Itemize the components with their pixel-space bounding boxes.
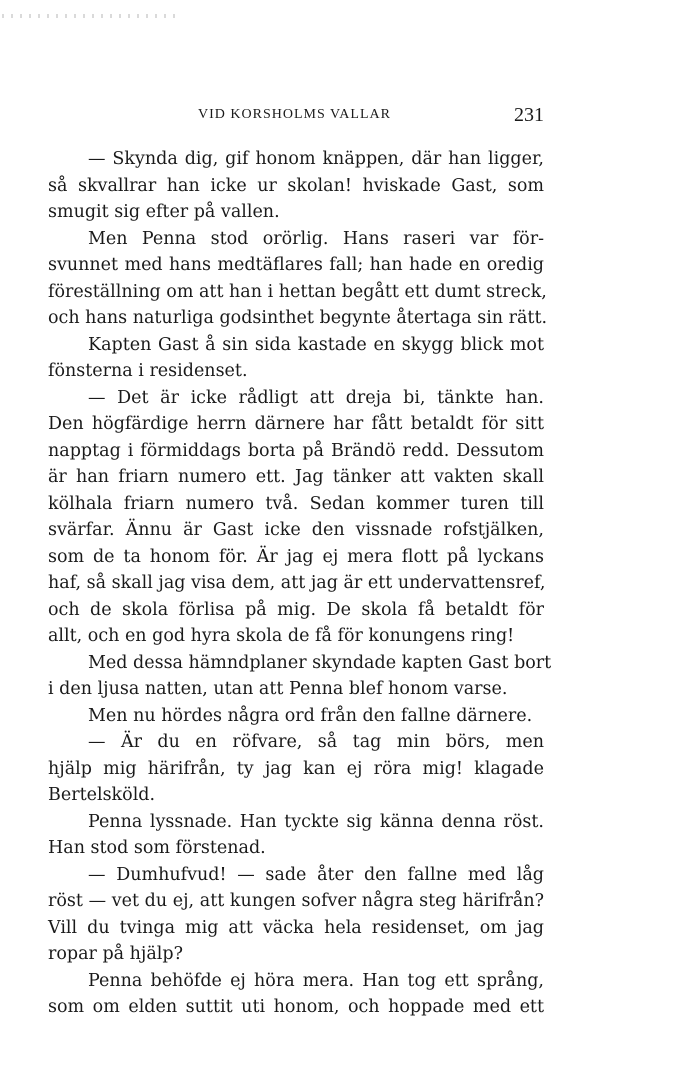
text-line: och de skola förlisa på mig. De skola få betaldt för: [48, 599, 544, 620]
text-line: fönsterna i residenset.: [48, 361, 248, 381]
text-line: hjälp mig härifrån, ty jag kan ej röra mig! klagade: [48, 758, 544, 779]
text-line: ropar på hjälp?: [48, 944, 183, 964]
text-line: röst — vet du ej, att kungen sofver några steg härifrån?: [48, 891, 544, 911]
text-line: allt, och en god hyra skola de få för konungens ring!: [48, 626, 515, 646]
scan-artifact: [2, 14, 182, 18]
text-line: — Det är icke rådligt att dreja bi, tänkte han.: [88, 387, 544, 408]
text-line: — Är du en röfvare, så tag min börs, men: [88, 732, 544, 752]
text-line: Kapten Gast å sin sida kastade en skygg blick mot: [88, 334, 544, 355]
text-line: föreställning om att han i hettan begått ett dumt streck,: [48, 281, 547, 302]
body-text: [48, 146, 552, 1021]
text-line: Den högfärdige herrn därnere har fått betaldt för sitt: [48, 414, 544, 434]
text-line: smugit sig efter på vallen.: [48, 202, 280, 222]
text-line: som om elden suttit uti honom, och hoppade med ett: [48, 997, 544, 1017]
text-line: Med dessa hämndplaner skyndade kapten Gast bort: [88, 652, 552, 673]
text-line: i den ljusa natten, utan att Penna blef honom varse.: [48, 679, 508, 699]
text-line: svärfar. Ännu är Gast icke den vissnade rofstjälken,: [48, 520, 544, 540]
running-header: [48, 104, 544, 130]
text-line: och hans naturliga godsinthet begynte återtaga sin rätt.: [48, 308, 548, 328]
text-line: som de ta honom för. Är jag ej mera flott på lyckans: [48, 546, 544, 567]
text-line: Men nu hördes några ord från den fallne därnere.: [88, 705, 533, 726]
page-number: 231: [514, 104, 544, 126]
text-line: Men Penna stod orörlig. Hans raseri var för-: [88, 228, 544, 249]
text-line: napptag i förmiddags borta på Brändö redd. Dessutom: [48, 440, 544, 461]
text-line: så skvallrar han icke ur skolan! hviskade Gast, som: [48, 175, 544, 196]
text-line: Bertelsköld.: [48, 785, 156, 805]
text-line: är han friarn numero ett. Jag tänker att vakten skall: [48, 467, 544, 487]
text-line: haf, så skall jag visa dem, att jag är ett undervattensref,: [48, 573, 546, 593]
text-line: Han stod som förstenad.: [48, 838, 266, 858]
text-line: svunnet med hans medtäflares fall; han hade en oredig: [48, 255, 544, 275]
text-line: kölhala friarn numero två. Sedan kommer turen till: [48, 493, 544, 514]
text-line: Penna behöfde ej höra mera. Han tog ett språng,: [88, 970, 544, 991]
text-line: — Skynda dig, gif honom knäppen, där han ligger,: [88, 149, 544, 169]
running-title: VID KORSHOLMS VALLAR: [198, 107, 391, 122]
text-line: Vill du tvinga mig att väcka hela residenset, om jag: [48, 917, 544, 938]
text-line: — Dumhufvud! — sade åter den fallne med låg: [88, 864, 544, 885]
text-line: Penna lyssnade. Han tyckte sig känna denna röst.: [88, 811, 544, 832]
